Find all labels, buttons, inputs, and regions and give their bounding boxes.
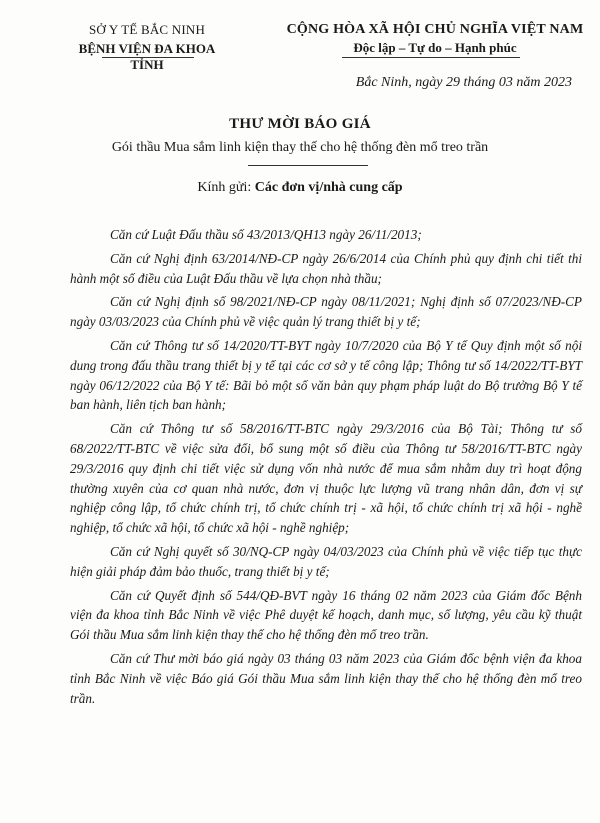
legal-basis-paragraph: Căn cứ Thông tư số 14/2020/TT-BYT ngày 10/7/2020 của Bộ Y tế Quy định một số nội dung trong đấu thầu trang thiết bị y tế tại các cơ sở y tế công lập; Thông tư số 14/2022/TT-BYT ngày 06/12/2022 của Bộ Y tế: Bãi bỏ một số văn bản quy phạm pháp luật do Bộ trưởng Bộ Y tế ban hành, liên tịch ban hành;: [70, 337, 582, 413]
national-heading: [270, 22, 600, 56]
title-underline: [248, 165, 368, 166]
document-subtitle: Gói thầu Mua sắm linh kiện thay thế cho hệ thống đèn mổ treo trần: [111, 140, 489, 155]
legal-basis-paragraph: Căn cứ Quyết định số 544/QĐ-BVT ngày 16 tháng 02 năm 2023 của Giám đốc Bệnh viện đa khoa tỉnh Bắc Ninh về việc Phê duyệt kế hoạch, danh mục, số lượng, yêu cầu kỹ thuật Gói thầu Mua sắm linh kiện thay thế cho hệ thống đèn mổ treo trần.: [70, 587, 582, 643]
national-motto: Độc lập – Tự do – Hạnh phúc: [353, 40, 517, 55]
org-name: BỆNH VIỆN ĐA KHOA TỈNH: [78, 41, 216, 72]
national-title: CỘNG HÒA XÃ HỘI CHỦ NGHĨA VIỆT NAM: [286, 22, 584, 37]
legal-basis-paragraph: Căn cứ Thông tư số 58/2016/TT-BTC ngày 29/3/2016 của Bộ Tài; Thông tư số 68/2022/TT-BTC về việc sửa đổi, bổ sung một số điều của Thông tư 58/2016/TT-BTC ngày 29/3/2016 quy định chi tiết việc sử dụng vốn nhà nước để mua sắm nhằm duy trì hoạt động thường xuyên của cơ quan nhà nước, đơn vị thuộc lực lượng vũ trang nhân dân, đơn vị sự nghiệp công lập, tổ chức chính trị, tổ chức chính trị - xã hội, tổ chức chính trị xã hội - nghề nghiệp, tổ chức xã hội, tổ chức xã hội - nghề nghiệp;: [70, 421, 582, 536]
motto-underline: [342, 57, 520, 58]
document-body: [70, 225, 582, 712]
legal-basis-paragraph: Căn cứ Nghị quyết số 30/NQ-CP ngày 04/03/2023 của Chính phủ về việc tiếp tục thực hiện giải pháp đảm bảo thuốc, trang thiết bị y tế;: [70, 543, 582, 579]
org-parent: SỞ Y TẾ BẮC NINH: [88, 22, 206, 37]
greeting-prefix: Kính gửi:: [197, 180, 255, 195]
legal-basis-paragraph: Căn cứ Nghị định số 98/2021/NĐ-CP ngày 08/11/2021; Nghị định số 07/2023/NĐ-CP ngày 03/03/2023 của Chính phủ về việc quản lý trang thiết bị y tế;: [70, 294, 582, 330]
org-underline: [102, 57, 194, 58]
legal-basis-paragraph: Căn cứ Thư mời báo giá ngày 03 tháng 03 năm 2023 của Giám đốc bệnh viện đa khoa tỉnh Bắc Ninh về việc Báo giá Gói thầu Mua sắm linh kiện thay thế cho hệ thống đèn mổ treo trần.: [70, 650, 582, 706]
date-line: Bắc Ninh, ngày 29 tháng 03 năm 2023: [355, 75, 572, 90]
greeting-recipient: Các đơn vị/nhà cung cấp: [254, 180, 403, 195]
greeting: [0, 180, 600, 196]
issuing-organization: [62, 22, 232, 73]
document-title: THƯ MỜI BÁO GIÁ: [229, 116, 371, 132]
legal-basis-paragraph: Căn cứ Luật Đấu thầu số 43/2013/QH13 ngày 26/11/2013;: [110, 227, 422, 242]
legal-basis-paragraph: Căn cứ Nghị định 63/2014/NĐ-CP ngày 26/6/2014 của Chính phủ quy định chi tiết thi hành một số điều của Luật Đấu thầu về lựa chọn nhà thầu;: [70, 250, 582, 286]
